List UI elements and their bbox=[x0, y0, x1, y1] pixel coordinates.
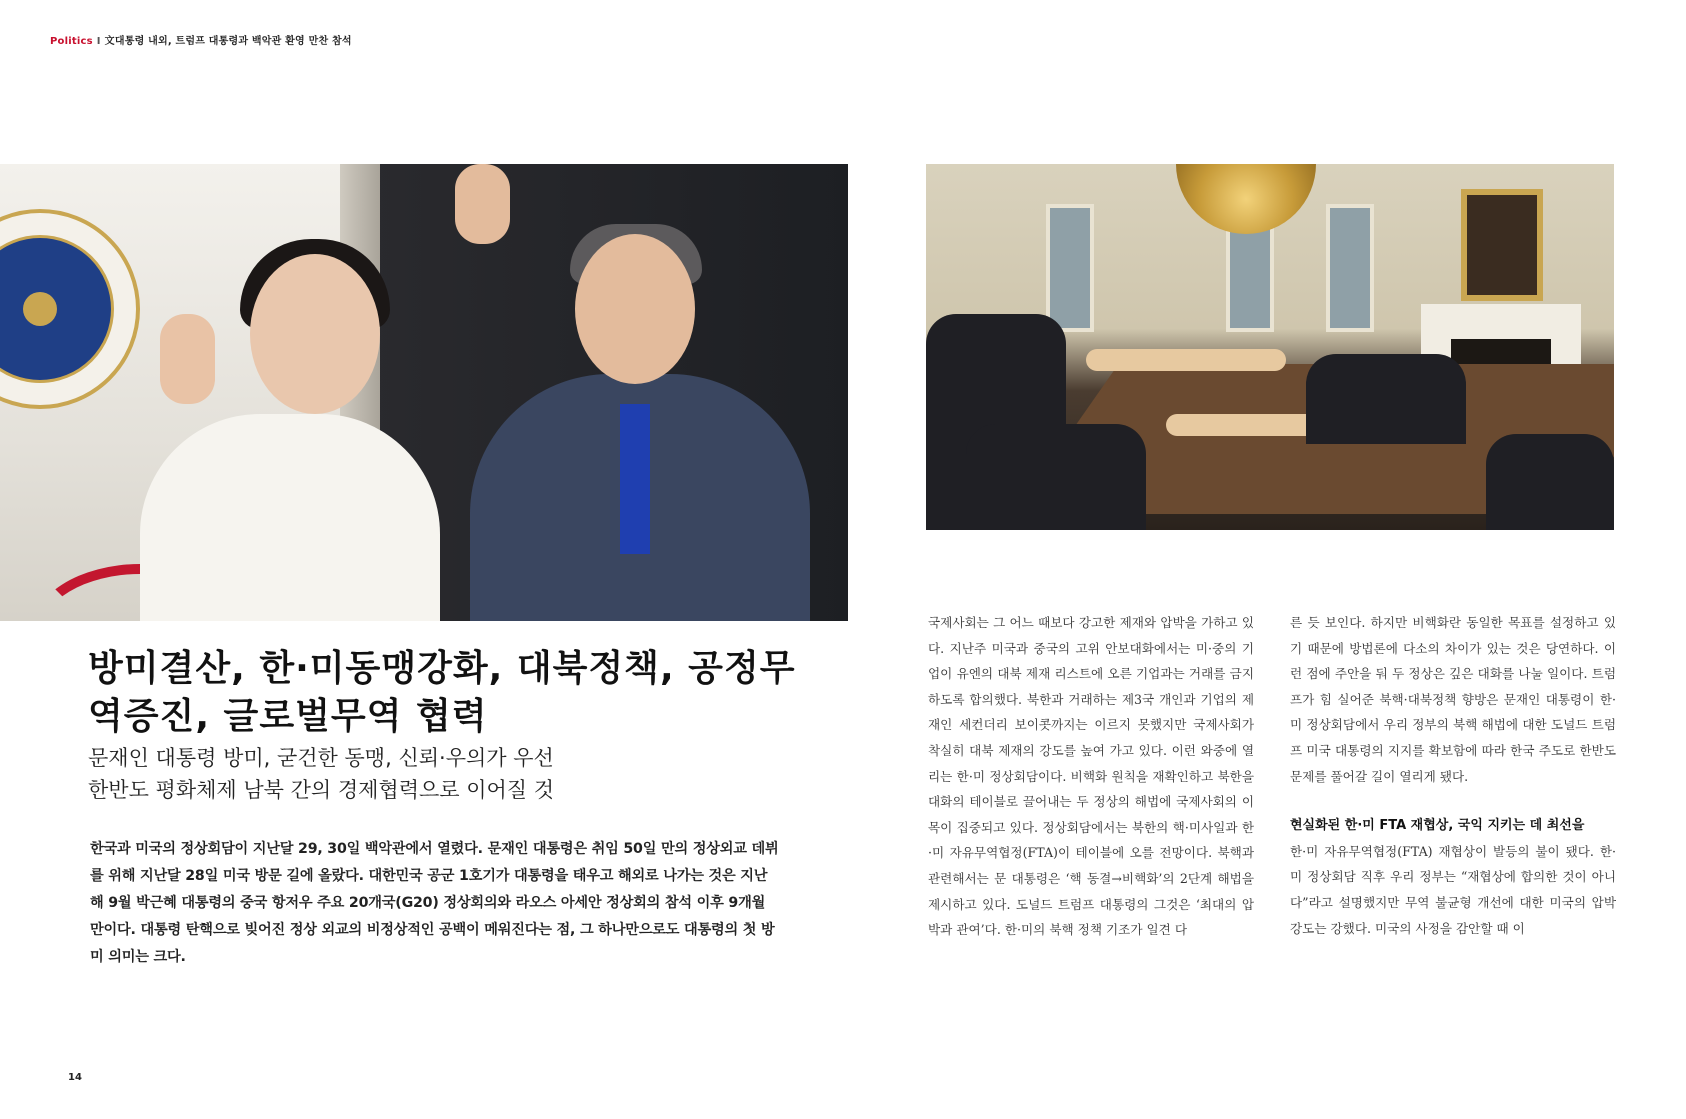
body-column-1 bbox=[928, 610, 1254, 943]
running-header bbox=[50, 32, 352, 47]
body-paragraph: 한·미 자유무역협정(FTA) 재협상이 발등의 불이 됐다. 한·미 정상회담 직후 우리 정부는 “재협상에 합의한 것이 아니다”라고 설명했지만 무역 불균형 개선에 대한 미국의 압박 강도는 강했다. 미국의 사정을 감안할 때 이 bbox=[1290, 843, 1616, 936]
section-label: Politics bbox=[50, 36, 93, 47]
lead-paragraph: 한국과 미국의 정상회담이 지난달 29, 30일 백악관에서 열렸다. 문재인 대통령은 취임 50일 만의 정상외교 데뷔를 위해 지난달 28일 미국 방문 길에 올랐다. 대한민국 공군 1호기가 대통령을 태우고 해외로 나가는 것은 지난해 9월 박근혜 대통령의 중국 항저우 주요 20개국(G20) 정상회의와 라오스 아세안 정상회의 참석 이후 9개월 만이다. 대통령 탄핵으로 빚어진 정상 외교의 비정상적인 공백이 메워진다는 점, 그 하나만으로도 대통령의 첫 방미 의미는 크다. bbox=[90, 841, 779, 965]
body-paragraph: 른 듯 보인다. 하지만 비핵화란 동일한 목표를 설정하고 있기 때문에 방법론에 다소의 차이가 있는 것은 당연하다. 이런 점에 주안을 둬 두 정상은 깊은 대화를 나눌 일이다. 트럼프가 힘 실어준 북핵·대북정책 향방은 문재인 대통령이 한·미 정상회담에서 우리 정부의 북핵 해법에 대한 도널드 트럼프 미국 대통령의 지지를 확보함에 따라 한국 주도로 한반도 문제를 풀어갈 길이 열리게 됐다. bbox=[1290, 615, 1616, 784]
subheadline bbox=[88, 742, 808, 806]
header-separator: I bbox=[96, 36, 101, 47]
figure-first-lady bbox=[140, 414, 440, 621]
section-title: 현실화된 한·미 FTA 재협상, 국익 지키는 데 최선을 bbox=[1290, 818, 1585, 834]
headline: 방미결산, 한·미동맹강화, 대북정책, 공정무역증진, 글로벌무역 협력 bbox=[88, 648, 796, 737]
body-paragraph: 국제사회는 그 어느 때보다 강고한 제재와 압박을 가하고 있다. 지난주 미국과 중국의 고위 안보대화에서는 미·중의 기업이 유엔의 대북 제재 리스트에 오른 기업과는 거래를 금지하도록 합의했다. 북한과 거래하는 제3국 개인과 기업의 제재인 세컨더리 보이콧까지는 이르지 못했지만 국제사회가 착실히 대북 제재의 강도를 높여 가고 있다. 이런 와중에 열리는 한·미 정상회담이다. 비핵화 원칙을 재확인하고 북한을 대화의 테이블로 끌어내는 두 정상의 해법에 국제사회의 이목이 집중되고 있다. 정상회담에서는 북한의 핵·미사일과 한·미 자유무역협정(FTA)이 테이블에 오를 전망이다. 북핵과 관련해서는 문 대통령은 ‘핵 동결→비핵화’의 2단계 해법을 제시하고 있다. 도널드 트럼프 대통령의 그것은 ‘최대의 압박과 관여’다. 한·미의 북핵 정책 기조가 일견 다 bbox=[928, 615, 1254, 938]
chandelier bbox=[1176, 164, 1316, 234]
body-column-2 bbox=[1290, 610, 1616, 941]
page-number: 14 bbox=[68, 1072, 82, 1083]
photo-white-house-dinner bbox=[926, 164, 1614, 530]
header-topic: 文대통령 내외, 트럼프 대통령과 백악관 환영 만찬 참석 bbox=[104, 36, 352, 47]
subhead-line-1: 문재인 대통령 방미, 굳건한 동맹, 신뢰·우의가 우선 bbox=[88, 746, 554, 770]
photo-president-couple-waving bbox=[0, 164, 848, 621]
wall-portrait bbox=[1461, 189, 1543, 301]
subhead-line-2: 한반도 평화체제 남북 간의 경제협력으로 이어질 것 bbox=[88, 778, 555, 802]
